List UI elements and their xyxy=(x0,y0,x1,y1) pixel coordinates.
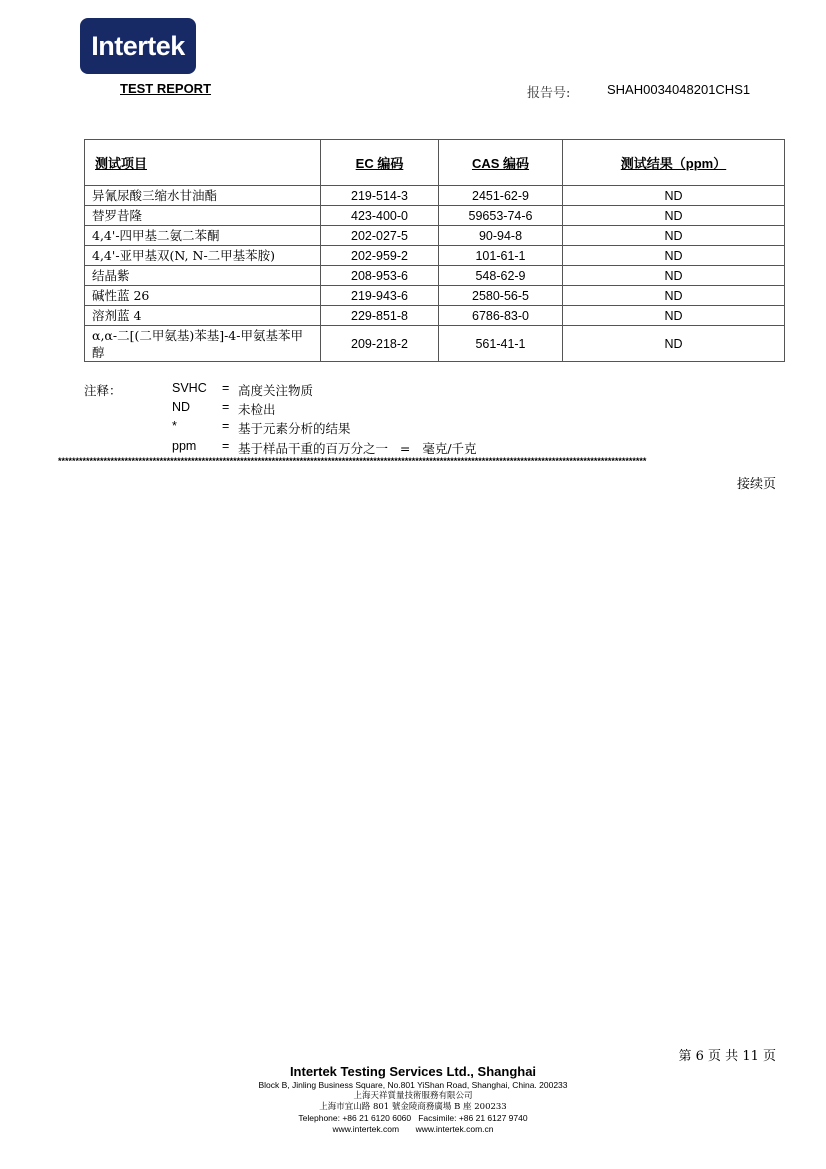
row-cas: 90-94-8 xyxy=(439,226,563,246)
row-ec: 209-218-2 xyxy=(321,326,439,362)
note-abbreviation: ND xyxy=(172,400,191,414)
row-cas: 2451-62-9 xyxy=(439,186,563,206)
row-result: ND xyxy=(563,246,785,266)
separator-line: ************************************************************************************************************************************************************************ xyxy=(58,456,647,466)
row-result: ND xyxy=(563,306,785,326)
row-ec: 229-851-8 xyxy=(321,306,439,326)
row-cas: 548-62-9 xyxy=(439,266,563,286)
note-definition: 未检出 xyxy=(238,402,276,417)
table-row xyxy=(85,246,785,266)
header-test-item: 测试项目 xyxy=(85,140,321,186)
table-row xyxy=(85,226,785,246)
table-row xyxy=(85,186,785,206)
report-title: TEST REPORT xyxy=(120,81,212,96)
note-abbreviation: ppm xyxy=(172,439,197,453)
row-result: ND xyxy=(563,266,785,286)
row-result: ND xyxy=(563,226,785,246)
row-ec: 202-959-2 xyxy=(321,246,439,266)
row-cas: 6786-83-0 xyxy=(439,306,563,326)
row-result: ND xyxy=(563,206,785,226)
row-item: 4,4'-亚甲基双(N, N-二甲基苯胺) xyxy=(85,246,321,266)
intertek-logo: Intertek xyxy=(80,18,196,74)
note-definition: 基于样品干重的百万分之一 = 毫克/千克 xyxy=(238,441,477,456)
footer-company: Intertek Testing Services Ltd., Shanghai xyxy=(289,1064,537,1079)
table-header-row xyxy=(85,140,785,186)
row-ec: 219-943-6 xyxy=(321,286,439,306)
note-definition: 高度关注物质 xyxy=(238,383,314,398)
header-test-result: 测试结果（ppm） xyxy=(563,140,785,186)
row-item: α,α-二[(二甲氨基)苯基]-4-甲氨基苯甲醇 xyxy=(85,326,321,362)
row-cas: 561-41-1 xyxy=(439,326,563,362)
table-row xyxy=(85,286,785,306)
row-ec: 202-027-5 xyxy=(321,226,439,246)
row-item: 4,4'-四甲基二氨二苯酮 xyxy=(85,226,321,246)
notes-label: 注释： xyxy=(84,383,122,398)
table-row xyxy=(85,306,785,326)
header-cas-number: CAS 编码 xyxy=(439,140,563,186)
footer-websites: www.intertek.com www.intertek.com.cn xyxy=(332,1124,494,1134)
row-ec: 208-953-6 xyxy=(321,266,439,286)
table-row xyxy=(85,266,785,286)
row-ec: 219-514-3 xyxy=(321,186,439,206)
table-row xyxy=(85,326,785,362)
note-abbreviation: * xyxy=(172,419,177,433)
row-cas: 2580-56-5 xyxy=(439,286,563,306)
row-item: 溶剂蓝 4 xyxy=(85,306,321,326)
row-result: ND xyxy=(563,286,785,306)
continued-label: 接续页 xyxy=(736,477,776,492)
note-abbreviation: SVHC xyxy=(172,381,207,395)
page-number: 第 6 页 共 11 页 xyxy=(678,1049,776,1064)
row-cas: 101-61-1 xyxy=(439,246,563,266)
footer-phone: Telephone: +86 21 6120 6060 Facsimile: +86 21 6127 9740 xyxy=(298,1113,528,1123)
note-equals: = xyxy=(222,400,230,414)
footer-address-en: Block B, Jinling Business Square, No.801 YiShan Road, Shanghai, China. 200233 xyxy=(258,1080,568,1090)
note-equals: = xyxy=(222,439,230,453)
results-table xyxy=(84,139,785,362)
row-result: ND xyxy=(563,186,785,206)
row-item: 替罗昔隆 xyxy=(85,206,321,226)
footer-address-cn: 上海市宜山路 801 號金陵商務廣場 B 座 200233 xyxy=(319,1102,507,1112)
row-item: 异氰尿酸三缩水甘油酯 xyxy=(85,186,321,206)
footer-company-cn: 上海天祥質量技術服務有限公司 xyxy=(353,1091,473,1101)
row-item: 结晶紫 xyxy=(85,266,321,286)
report-number-label: 报告号: xyxy=(527,86,571,101)
report-number: SHAH0034048201CHS1 xyxy=(607,82,751,97)
row-cas: 59653-74-6 xyxy=(439,206,563,226)
row-result: ND xyxy=(563,326,785,362)
header-ec-number: EC 编码 xyxy=(321,140,439,186)
row-ec: 423-400-0 xyxy=(321,206,439,226)
note-equals: = xyxy=(222,381,230,395)
note-definition: 基于元素分析的结果 xyxy=(238,421,351,436)
table-row xyxy=(85,206,785,226)
note-equals: = xyxy=(222,419,230,433)
row-item: 碱性蓝 26 xyxy=(85,286,321,306)
